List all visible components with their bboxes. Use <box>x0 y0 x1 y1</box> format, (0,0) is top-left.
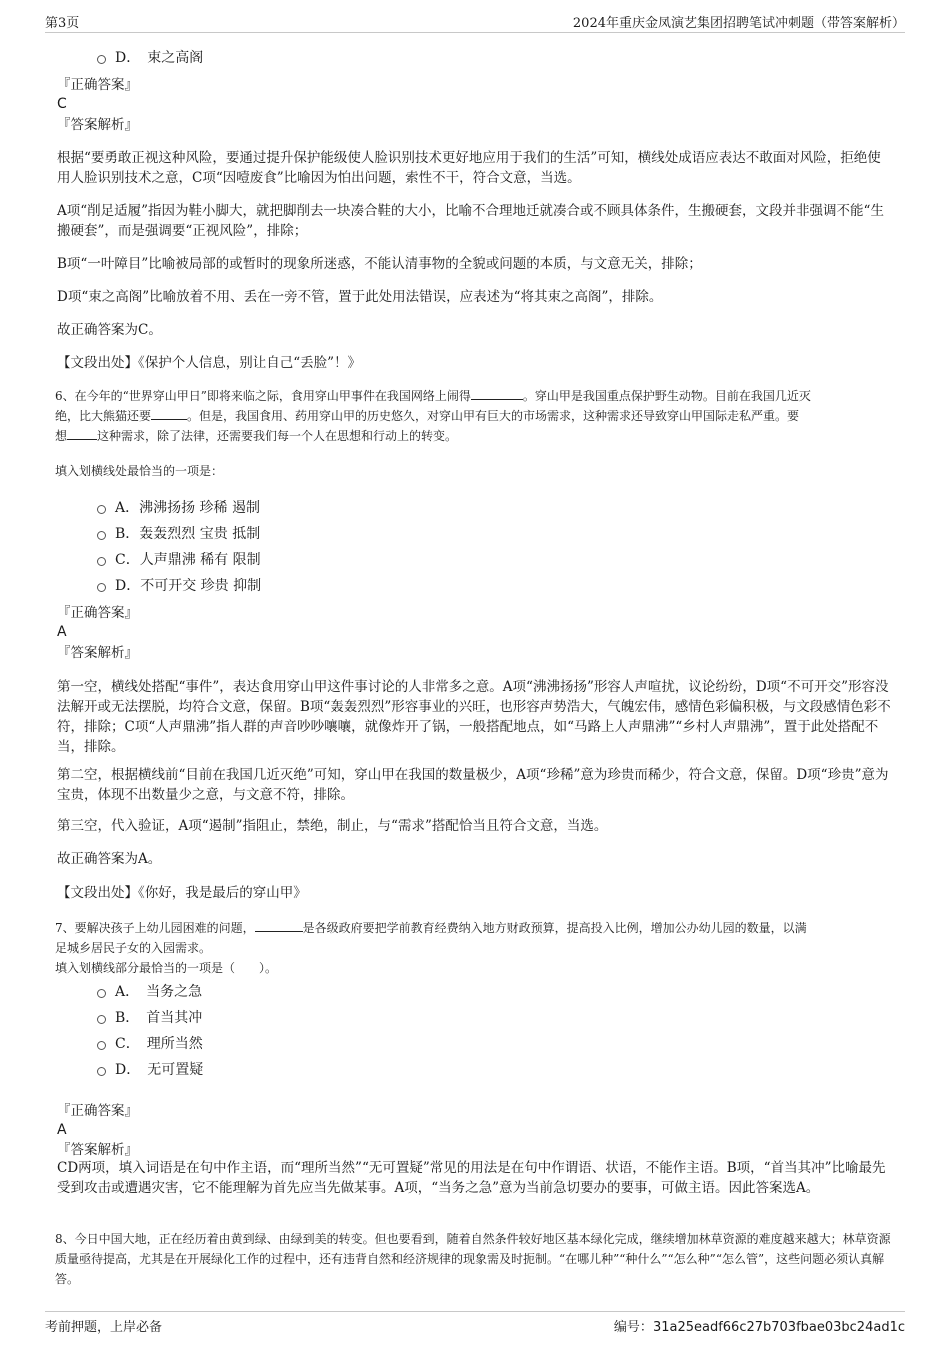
radio-icon[interactable] <box>97 1015 106 1024</box>
option-label: A． 当务之急 <box>115 984 203 1000</box>
radio-icon[interactable] <box>97 989 106 998</box>
q7-analysis-label: 『答案解析』 <box>57 1142 138 1158</box>
q6-option-d[interactable] <box>97 574 261 596</box>
page-header <box>45 12 905 33</box>
option-label: C．人声鼎沸 稀有 限制 <box>115 552 261 568</box>
q7-answer: A <box>57 1122 67 1138</box>
q5-option-d[interactable] <box>97 46 203 68</box>
q6-option-a[interactable] <box>97 496 260 518</box>
option-label: D． 无可置疑 <box>115 1062 204 1078</box>
radio-icon[interactable] <box>97 531 106 540</box>
q5-analysis-p2: A项“削足适履”指因为鞋小脚大，就把脚削去一块凑合鞋的大小，比喻不合理地迁就凑合或不顾具体条件，生搬硬套，文段并非强调不能“生搬硬套”，而是强调要“正视风险”，排除； <box>57 203 884 239</box>
q5-answer-label: 『正确答案』 <box>57 77 138 93</box>
q7-stem: 7、要解决孩子上幼儿园困难的问题， 是各级政府要把学前教育经费纳入地方财政预算，提高投入比例，增加公办幼儿园的数量，以满 足城乡居民子女的入园需求。 填入划横线部分最恰当的一项是（ ）。 <box>55 918 895 978</box>
option-label: B．轰轰烈烈 宝贵 抵制 <box>115 526 261 542</box>
page-number: 第3页 <box>45 16 80 31</box>
option-label: B． 首当其冲 <box>115 1010 203 1026</box>
radio-icon[interactable] <box>97 557 106 566</box>
radio-icon[interactable] <box>97 1041 106 1050</box>
option-label: D．不可开交 珍贵 抑制 <box>115 578 262 594</box>
radio-icon[interactable] <box>97 505 106 514</box>
q6-answer-label: 『正确答案』 <box>57 605 138 621</box>
q6-analysis-p3: 第三空，代入验证，A项“遏制”指阻止，禁绝，制止，与“需求”搭配恰当且符合文意，当选。 <box>57 818 608 834</box>
q7-prompt: 填入划横线部分最恰当的一项是（ ）。 <box>55 961 278 975</box>
option-label: C． 理所当然 <box>115 1036 203 1052</box>
q5-source: 【文段出处】《保护个人信息，别让自己“丢脸”！》 <box>57 355 362 371</box>
q7-answer-label: 『正确答案』 <box>57 1103 138 1119</box>
q6-analysis-p4: 故正确答案为A。 <box>57 851 162 867</box>
q7-option-c[interactable] <box>97 1032 203 1054</box>
q7-option-d[interactable] <box>97 1058 203 1080</box>
q6-analysis-p1: 第一空，横线处搭配“事件”，表达食用穿山甲这件事讨论的人非常多之意。A项“沸沸扬扬”形容人声喧扰，议论纷纷，D项“不可开交”形容没法解开或无法摆脱，均符合文意，保留。B项“轰轰烈烈”形容事业的兴旺，也形容声势浩大，气魄宏伟，感情色彩偏积极，与文段感情色彩不符，排除；C项“人声鼎沸”指人群的声音吵吵嚷嚷，就像炸开了锅，一般搭配地点，如“马路上人声鼎沸”“乡村人声鼎沸”，置于此处搭配不当，排除。 <box>57 679 891 755</box>
q7-option-a[interactable] <box>97 980 202 1002</box>
q6-option-b[interactable] <box>97 522 260 544</box>
q6-stem: 6、在今年的“世界穿山甲日”即将来临之际，食用穿山甲事件在我国网络上闹得 。穿山甲是我国重点保护野生动物。目前在我国几近灭 绝，比大熊猫还要 。但是，我国食用、药用穿山甲的历史悠久，对穿山甲有巨大的市场需求，这种需求还导致穿山甲国际走私严重。要 想 这种需求，除了法律，还需要我们每一个人在思想和行动上的转变。 <box>55 386 895 446</box>
q5-analysis-p1: 根据“要勇敢正视这种风险，要通过提升保护能级使人脸识别技术更好地应用于我们的生活”可知，横线处成语应表达不敢面对风险，拒绝使用人脸识别技术之意，C项“因噎废食”比喻因为怕出问题，索性不干，符合文意，当选。 <box>57 150 881 186</box>
option-label: D． 束之高阁 <box>115 50 204 66</box>
q8-stem: 8、今日中国大地，正在经历着由黄到绿、由绿到美的转变。但也要看到，随着自然条件较好地区基本绿化完成，继续增加林草资源的难度越来越大；林草资源质量亟待提高，尤其是在开展绿化工作的过程中，还有违背自然和经济规律的现象需及时扼制。“在哪儿种”“种什么”“怎么种”“怎么管”，这些问题必须认真解答。 <box>55 1232 891 1286</box>
q6-analysis-p2: 第二空，根据横线前“目前在我国几近灭绝”可知，穿山甲在我国的数量极少，A项“珍稀”意为珍贵而稀少，符合文意，保留。D项“珍贵”意为宝贵，体现不出数量少之意，与文意不符，排除。 <box>57 767 889 803</box>
q6-option-c[interactable] <box>97 548 261 570</box>
q7-option-b[interactable] <box>97 1006 202 1028</box>
q5-analysis-p4: D项“束之高阁”比喻放着不用、丢在一旁不管，置于此处用法错误，应表述为“将其束之高阁”，排除。 <box>57 289 663 305</box>
q6-prompt: 填入划横线处最恰当的一项是： <box>55 464 224 478</box>
q6-analysis-label: 『答案解析』 <box>57 645 138 661</box>
radio-icon[interactable] <box>97 55 106 64</box>
footer-slogan: 考前押题，上岸必备 <box>45 1320 163 1335</box>
radio-icon[interactable] <box>97 1067 106 1076</box>
option-label: A．沸沸扬扬 珍稀 遏制 <box>115 500 261 516</box>
page-footer <box>45 1311 905 1334</box>
q5-analysis-label: 『答案解析』 <box>57 117 138 133</box>
radio-icon[interactable] <box>97 583 106 592</box>
q5-analysis-p3: B项“一叶障目”比喻被局部的或暂时的现象所迷惑，不能认清事物的全貌或问题的本质，与文意无关，排除； <box>57 256 702 272</box>
q6-answer: A <box>57 624 67 640</box>
document-title: 2024年重庆金凤演艺集团招聘笔试冲刺题（带答案解析） <box>572 16 905 31</box>
q6-source: 【文段出处】《你好，我是最后的穿山甲》 <box>57 885 307 901</box>
q5-answer: C <box>57 96 67 112</box>
document-code: 编号：31a25eadf66c27b703fbae03bc24ad1c <box>613 1320 905 1335</box>
q5-analysis-p5: 故正确答案为C。 <box>57 322 162 338</box>
q7-analysis: CD两项，填入词语是在句中作主语，而“理所当然”“无可置疑”常见的用法是在句中作谓语、状语，不能作主语。B项，“首当其冲”比喻最先受到攻击或遭遇灾害，它不能理解为首先应当先做某事。A项，“当务之急”意为当前急切要办的要事，可做主语。因此答案选A。 <box>57 1160 886 1196</box>
